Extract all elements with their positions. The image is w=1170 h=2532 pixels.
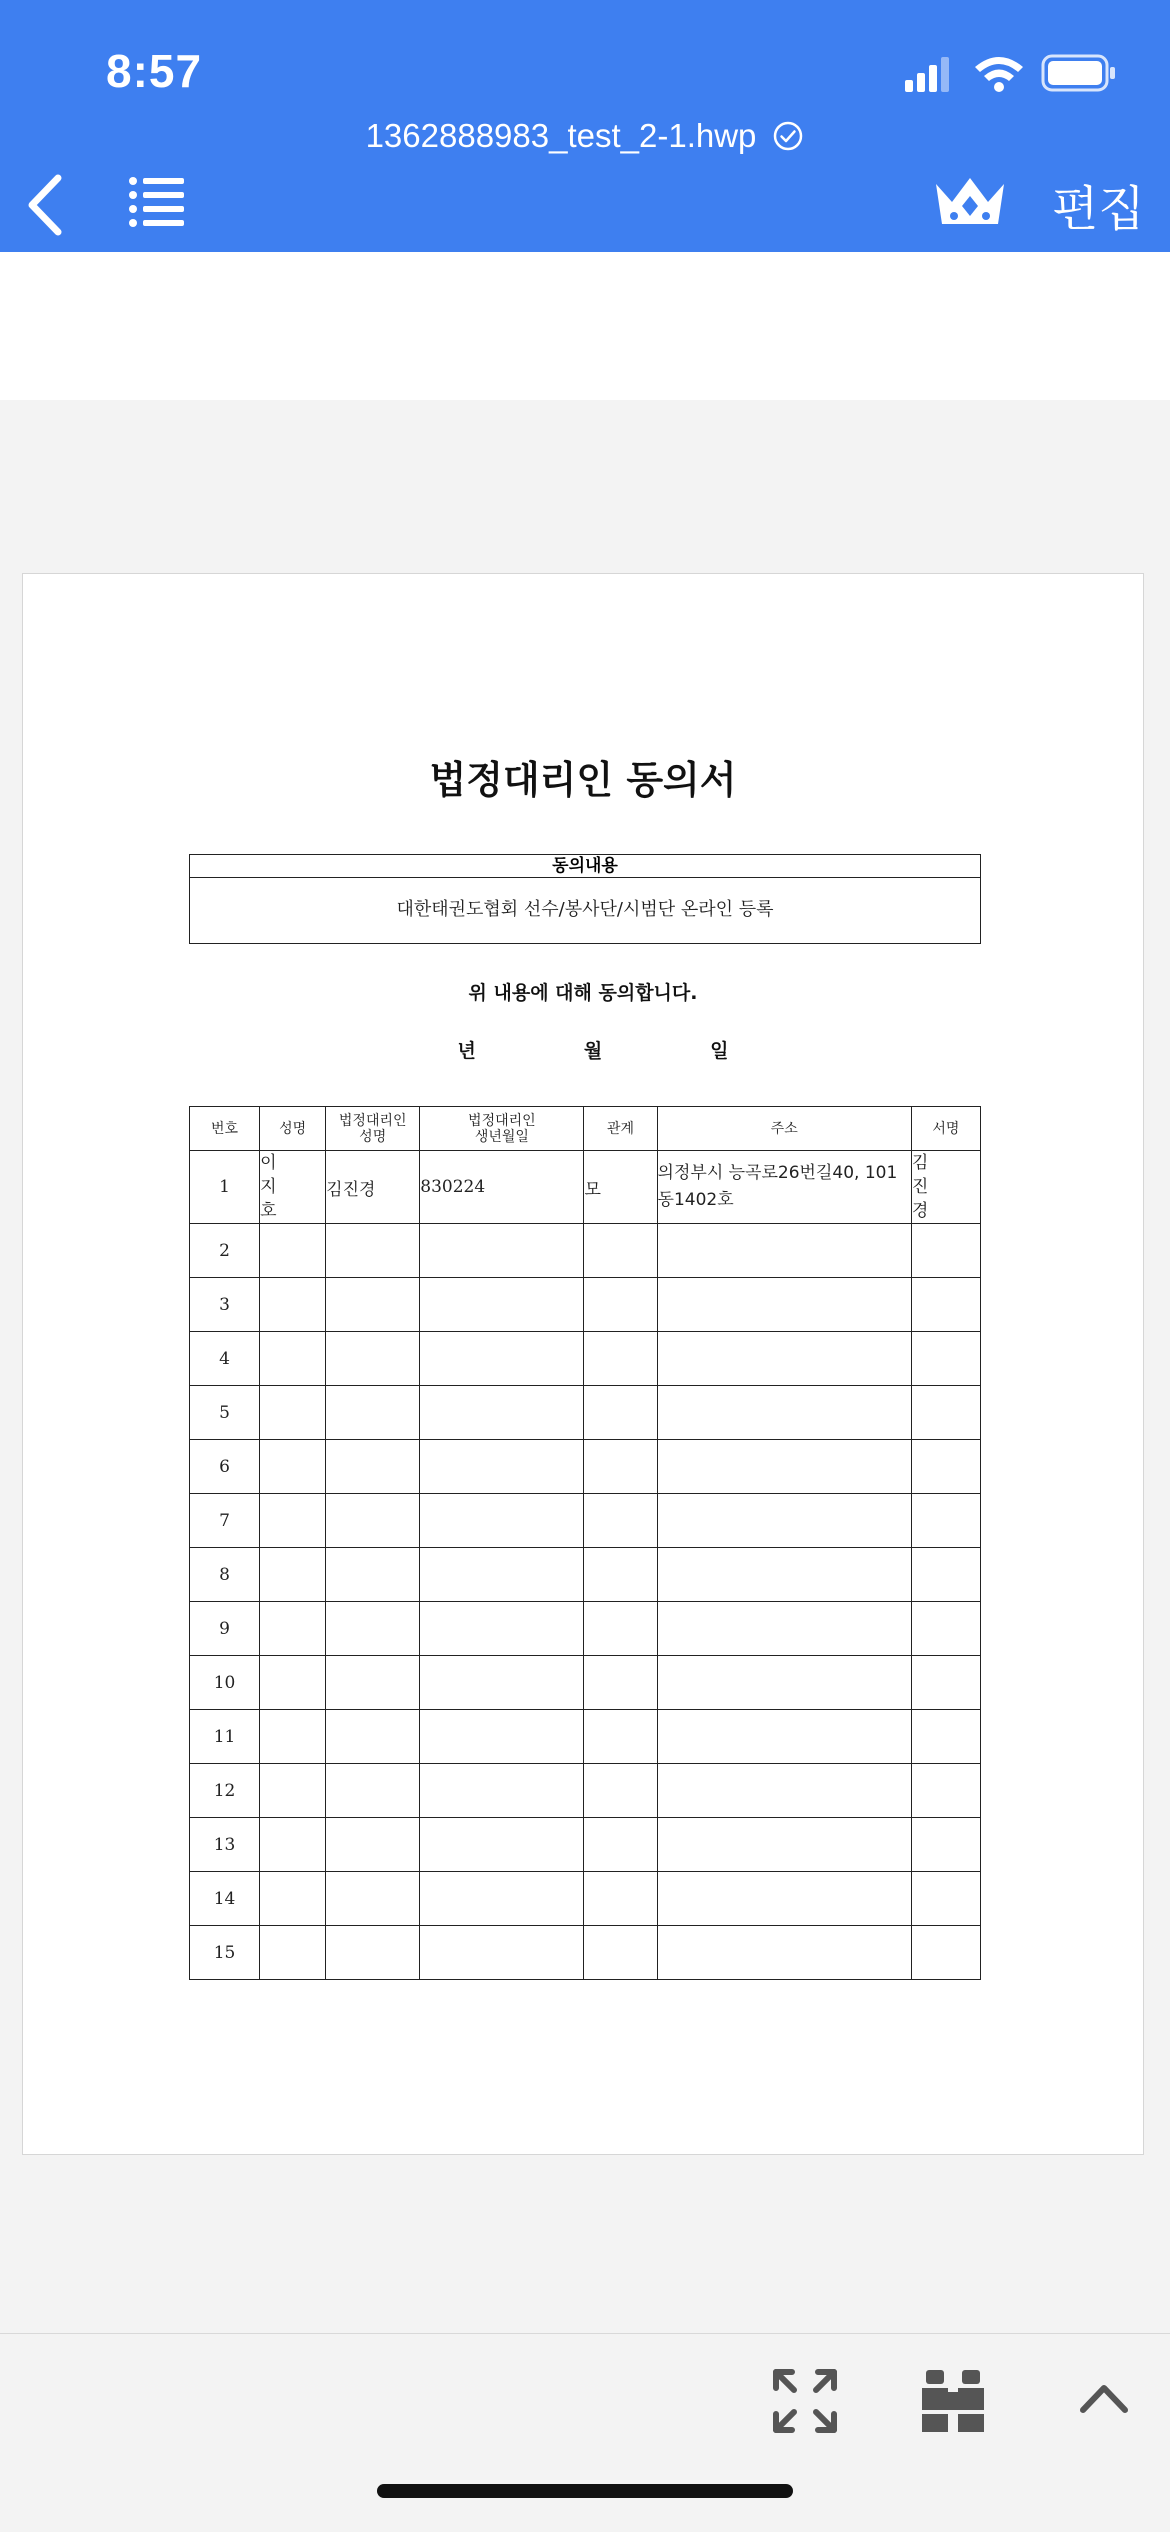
address-cell bbox=[657, 1278, 911, 1332]
table-row bbox=[190, 1656, 981, 1710]
signature-cell bbox=[911, 1278, 980, 1332]
student-name-cell bbox=[260, 1548, 326, 1602]
relationship-cell: 모 bbox=[584, 1151, 657, 1224]
chevron-up-icon[interactable] bbox=[1078, 2378, 1130, 2418]
address-cell bbox=[657, 1386, 911, 1440]
guardian-birthdate-cell bbox=[420, 1224, 584, 1278]
top-app-bar bbox=[0, 0, 1170, 252]
edit-button[interactable]: 편집 bbox=[1052, 181, 1145, 237]
signature-cell bbox=[911, 1224, 980, 1278]
column-header-text: 법정대리인 생년월일 bbox=[468, 1112, 536, 1145]
student-name-cell bbox=[260, 1818, 326, 1872]
date-line bbox=[23, 1036, 1143, 1063]
table-row bbox=[190, 1818, 981, 1872]
address-cell bbox=[657, 1872, 911, 1926]
wifi-icon bbox=[975, 57, 1023, 92]
student-name-cell bbox=[260, 1602, 326, 1656]
guardian-name-cell bbox=[326, 1386, 420, 1440]
table-row bbox=[190, 1710, 981, 1764]
column-header: 번호 bbox=[190, 1107, 260, 1151]
row-number: 13 bbox=[190, 1818, 260, 1872]
table-body bbox=[190, 1151, 981, 1980]
signature-cell: 김 진 경 bbox=[911, 1151, 980, 1224]
relationship-cell bbox=[584, 1494, 657, 1548]
row-number: 12 bbox=[190, 1764, 260, 1818]
address-cell bbox=[657, 1764, 911, 1818]
column-header: 주소 bbox=[657, 1107, 911, 1151]
guardian-name-cell bbox=[326, 1818, 420, 1872]
signature-cell bbox=[911, 1602, 980, 1656]
signature-cell bbox=[911, 1386, 980, 1440]
relationship-cell bbox=[584, 1818, 657, 1872]
crown-icon[interactable] bbox=[932, 172, 1008, 232]
guardian-name-cell: 김진경 bbox=[326, 1151, 420, 1224]
column-header: 성명 bbox=[260, 1107, 326, 1151]
guardian-birthdate-cell bbox=[420, 1494, 584, 1548]
consent-content-header: 동의내용 bbox=[190, 855, 980, 878]
table-row bbox=[190, 1440, 981, 1494]
guardian-name-cell bbox=[326, 1710, 420, 1764]
relationship-cell bbox=[584, 1332, 657, 1386]
row-number: 8 bbox=[190, 1548, 260, 1602]
cellular-signal-icon bbox=[905, 57, 949, 92]
consent-content-body: 대한태권도협회 선수/봉사단/시범단 온라인 등록 bbox=[396, 899, 774, 920]
address-cell bbox=[657, 1926, 911, 1980]
table-row bbox=[190, 1602, 981, 1656]
address-cell bbox=[657, 1224, 911, 1278]
file-title-row bbox=[0, 112, 1170, 160]
agreement-statement: 위 내용에 대해 동의합니다. bbox=[468, 982, 698, 1004]
row-number: 11 bbox=[190, 1710, 260, 1764]
column-header: 관계 bbox=[584, 1107, 657, 1151]
bottom-toolbar bbox=[0, 2333, 1170, 2532]
guardian-birthdate-cell bbox=[420, 1332, 584, 1386]
address-cell bbox=[657, 1548, 911, 1602]
guardian-birthdate-cell bbox=[420, 1710, 584, 1764]
guardian-birthdate-cell bbox=[420, 1602, 584, 1656]
guardian-table bbox=[189, 1106, 981, 1980]
guardian-name-cell bbox=[326, 1440, 420, 1494]
table-row bbox=[190, 1332, 981, 1386]
signature-cell bbox=[911, 1656, 980, 1710]
address-cell bbox=[657, 1818, 911, 1872]
status-time: 8:57 bbox=[106, 45, 203, 97]
address-cell bbox=[657, 1494, 911, 1548]
relationship-cell bbox=[584, 1710, 657, 1764]
guardian-name-cell bbox=[326, 1656, 420, 1710]
table-row bbox=[190, 1926, 981, 1980]
relationship-cell bbox=[584, 1224, 657, 1278]
address-cell bbox=[657, 1602, 911, 1656]
guardian-name-cell bbox=[326, 1278, 420, 1332]
guardian-birthdate-cell bbox=[420, 1548, 584, 1602]
relationship-cell bbox=[584, 1386, 657, 1440]
student-name-cell: 이 지 호 bbox=[260, 1151, 326, 1224]
student-name-cell bbox=[260, 1494, 326, 1548]
signature-cell bbox=[911, 1710, 980, 1764]
guardian-name-cell bbox=[326, 1872, 420, 1926]
guardian-name-cell bbox=[326, 1548, 420, 1602]
relationship-cell bbox=[584, 1926, 657, 1980]
relationship-cell bbox=[584, 1278, 657, 1332]
guardian-name-cell bbox=[326, 1926, 420, 1980]
table-header-row bbox=[190, 1107, 981, 1151]
signature-cell bbox=[911, 1494, 980, 1548]
column-header: 서명 bbox=[911, 1107, 980, 1151]
guardian-name-cell bbox=[326, 1332, 420, 1386]
row-number: 7 bbox=[190, 1494, 260, 1548]
row-number: 15 bbox=[190, 1926, 260, 1980]
consent-content-box bbox=[189, 854, 981, 944]
status-icons bbox=[905, 52, 1125, 96]
battery-icon bbox=[1043, 56, 1115, 90]
home-indicator[interactable] bbox=[377, 2484, 793, 2498]
table-row bbox=[190, 1224, 981, 1278]
binoculars-icon[interactable] bbox=[918, 2366, 988, 2436]
row-number: 14 bbox=[190, 1872, 260, 1926]
student-name-cell bbox=[260, 1440, 326, 1494]
check-circle-icon bbox=[772, 120, 804, 152]
date-month-label: 월 bbox=[583, 1040, 603, 1062]
row-number: 5 bbox=[190, 1386, 260, 1440]
row-number: 4 bbox=[190, 1332, 260, 1386]
document-page[interactable] bbox=[22, 573, 1144, 2155]
expand-icon[interactable] bbox=[770, 2366, 840, 2436]
address-cell bbox=[657, 1440, 911, 1494]
student-name-cell bbox=[260, 1386, 326, 1440]
table-row bbox=[190, 1278, 981, 1332]
guardian-birthdate-cell bbox=[420, 1440, 584, 1494]
student-name-cell bbox=[260, 1926, 326, 1980]
row-number: 3 bbox=[190, 1278, 260, 1332]
student-name-cell bbox=[260, 1656, 326, 1710]
row-number: 1 bbox=[190, 1151, 260, 1224]
guardian-birthdate-cell: 830224 bbox=[420, 1151, 584, 1224]
student-name-cell bbox=[260, 1710, 326, 1764]
date-year-label: 년 bbox=[457, 1040, 476, 1062]
column-header bbox=[420, 1107, 584, 1151]
column-header bbox=[326, 1107, 420, 1151]
guardian-birthdate-cell bbox=[420, 1386, 584, 1440]
relationship-cell bbox=[584, 1440, 657, 1494]
guardian-birthdate-cell bbox=[420, 1278, 584, 1332]
guardian-birthdate-cell bbox=[420, 1764, 584, 1818]
relationship-cell bbox=[584, 1602, 657, 1656]
table-row bbox=[190, 1151, 981, 1224]
signature-cell bbox=[911, 1332, 980, 1386]
student-name-cell bbox=[260, 1872, 326, 1926]
student-name-cell bbox=[260, 1764, 326, 1818]
table-row bbox=[190, 1764, 981, 1818]
relationship-cell bbox=[584, 1548, 657, 1602]
document-title: 법정대리인 동의서 bbox=[429, 758, 737, 802]
relationship-cell bbox=[584, 1764, 657, 1818]
signature-cell bbox=[911, 1548, 980, 1602]
student-name-cell bbox=[260, 1332, 326, 1386]
relationship-cell bbox=[584, 1656, 657, 1710]
back-icon[interactable] bbox=[22, 172, 66, 238]
row-number: 2 bbox=[190, 1224, 260, 1278]
guardian-name-cell bbox=[326, 1602, 420, 1656]
relationship-cell bbox=[584, 1872, 657, 1926]
row-number: 9 bbox=[190, 1602, 260, 1656]
guardian-birthdate-cell bbox=[420, 1656, 584, 1710]
file-name: 1362888983_test_2-1.hwp bbox=[365, 117, 757, 154]
guardian-name-cell bbox=[326, 1764, 420, 1818]
column-header-text: 법정대리인 성명 bbox=[338, 1112, 407, 1145]
guardian-name-cell bbox=[326, 1494, 420, 1548]
row-number: 10 bbox=[190, 1656, 260, 1710]
guardian-birthdate-cell bbox=[420, 1926, 584, 1980]
signature-cell bbox=[911, 1818, 980, 1872]
address-cell bbox=[657, 1656, 911, 1710]
table-row bbox=[190, 1386, 981, 1440]
toolbar-spacer bbox=[0, 252, 1170, 400]
date-day-label: 일 bbox=[710, 1040, 729, 1062]
table-row bbox=[190, 1494, 981, 1548]
signature-cell bbox=[911, 1872, 980, 1926]
guardian-birthdate-cell bbox=[420, 1872, 584, 1926]
address-cell bbox=[657, 1332, 911, 1386]
guardian-birthdate-cell bbox=[420, 1818, 584, 1872]
table-row bbox=[190, 1548, 981, 1602]
signature-cell bbox=[911, 1926, 980, 1980]
address-cell: 의정부시 능곡로26번길40, 101동1402호 bbox=[657, 1151, 911, 1224]
signature-cell bbox=[911, 1764, 980, 1818]
list-icon[interactable] bbox=[128, 176, 184, 230]
row-number: 6 bbox=[190, 1440, 260, 1494]
student-name-cell bbox=[260, 1278, 326, 1332]
student-name-cell bbox=[260, 1224, 326, 1278]
address-cell bbox=[657, 1710, 911, 1764]
table-row bbox=[190, 1872, 981, 1926]
guardian-name-cell bbox=[326, 1224, 420, 1278]
signature-cell bbox=[911, 1440, 980, 1494]
